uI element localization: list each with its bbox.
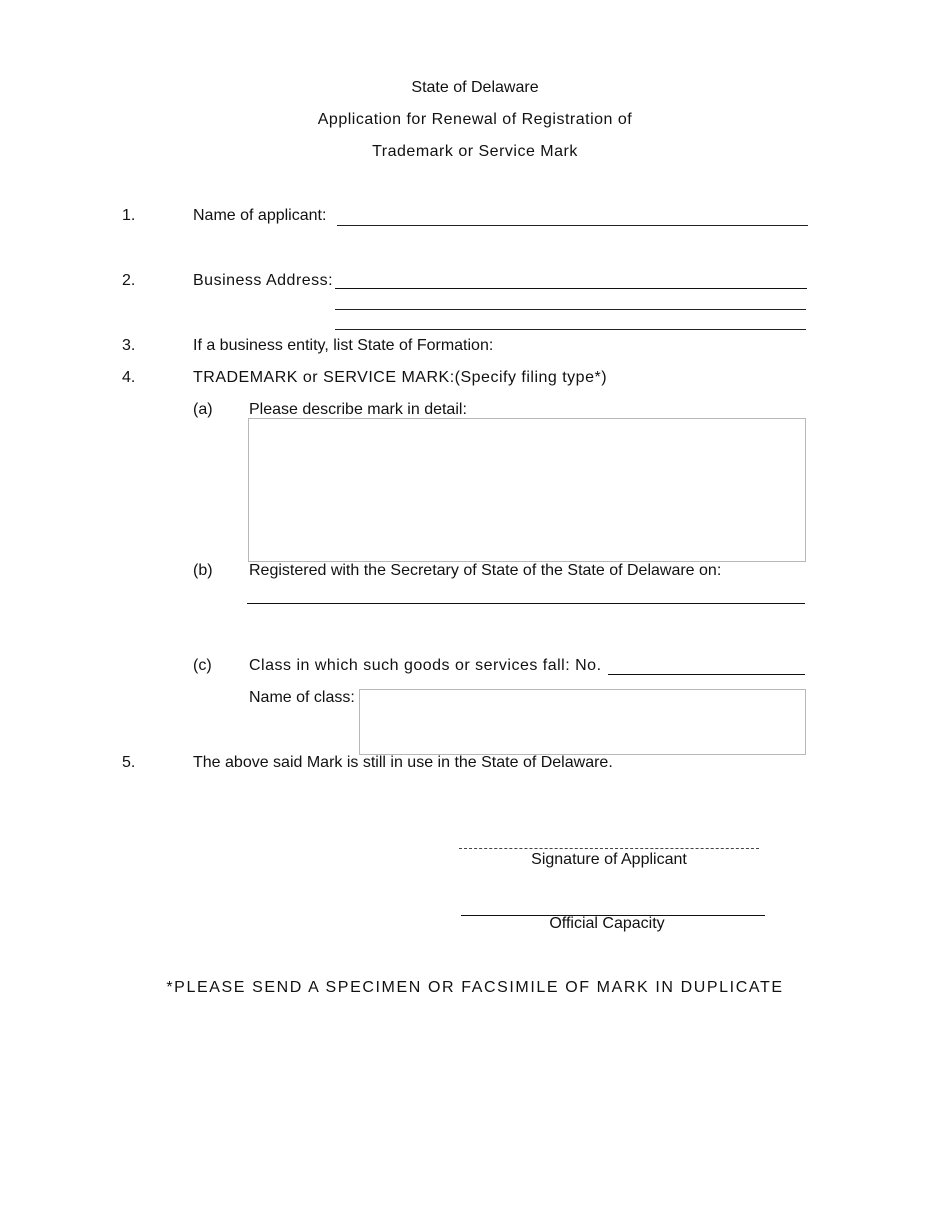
form-title-state: State of Delaware [411, 79, 539, 96]
specimen-note: *PLEASE SEND A SPECIMEN OR FACSIMILE OF MARK IN DUPLICATE [166, 979, 784, 996]
item-2-number: 2. [122, 272, 136, 289]
business-address-label: Business Address: [193, 272, 334, 289]
item-4a-number: (a) [193, 401, 213, 418]
class-number-field[interactable] [608, 674, 805, 675]
class-number-label: Class in which such goods or services fall: No. [249, 657, 602, 674]
class-name-box[interactable] [359, 689, 806, 755]
business-address-line-2[interactable] [335, 309, 806, 310]
item-1-number: 1. [122, 207, 136, 224]
applicant-name-label: Name of applicant: [193, 207, 327, 224]
mark-in-use-statement: The above said Mark is still in use in the State of Delaware. [193, 754, 613, 771]
filing-type-label: TRADEMARK or SERVICE MARK:(Specify filing type*) [193, 369, 608, 386]
form-title-application: Application for Renewal of Registration of [317, 111, 633, 128]
business-address-line-1[interactable] [335, 288, 807, 289]
applicant-name-field[interactable] [337, 225, 808, 226]
class-name-label: Name of class: [249, 689, 355, 706]
state-of-formation-label: If a business entity, list State of Formation: [193, 337, 494, 354]
form-title-mark: Trademark or Service Mark [372, 143, 578, 160]
item-3-number: 3. [122, 337, 136, 354]
mark-description-label: Please describe mark in detail: [249, 401, 467, 418]
signature-label: Signature of Applicant [531, 851, 687, 868]
item-4-number: 4. [122, 369, 136, 386]
registration-date-label: Registered with the Secretary of State of the State of Delaware on: [249, 562, 722, 579]
item-5-number: 5. [122, 754, 136, 771]
registration-date-field[interactable] [247, 603, 805, 604]
signature-line[interactable] [459, 848, 759, 849]
official-capacity-label: Official Capacity [549, 915, 665, 932]
item-4b-number: (b) [193, 562, 213, 579]
business-address-line-3[interactable] [335, 329, 806, 330]
item-4c-number: (c) [193, 657, 212, 674]
mark-description-box[interactable] [248, 418, 806, 562]
